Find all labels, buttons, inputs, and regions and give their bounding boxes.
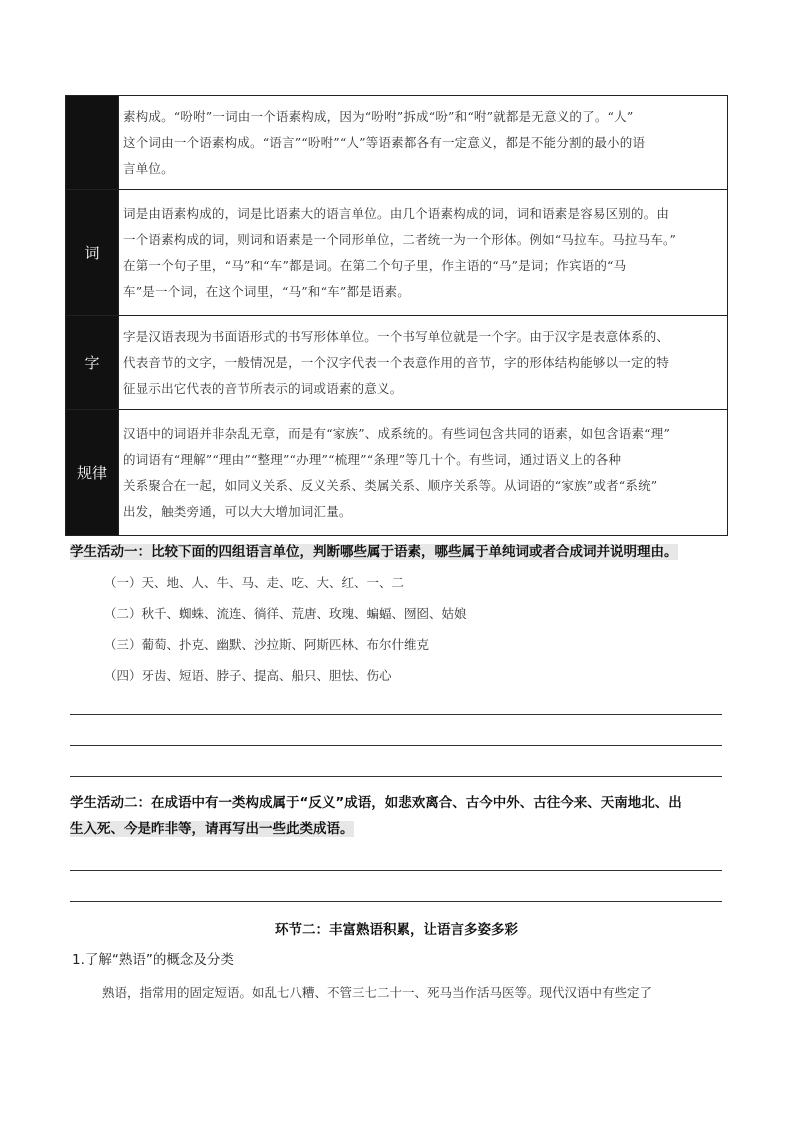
answer-line[interactable] xyxy=(70,901,722,902)
activity-2-title-line: 生入死、今是昨非等，请再写出一些此类成语。 xyxy=(70,821,354,837)
description-line: 字是汉语表现为书面语形式的书写形体单位。一个书写单位就是一个字。由于汉字是表意体系的、 xyxy=(123,328,670,344)
term-cell: 字 xyxy=(66,316,119,410)
description-line: 素构成。“吩咐”一词由一个语素构成，因为“吩咐”拆成“吩”和“咐”就都是无意义的了。“人” xyxy=(123,108,634,124)
activity-2-title xyxy=(70,790,730,842)
list-item: （四）牙齿、短语、脖子、提高、船只、胆怯、伤心 xyxy=(104,668,392,683)
description-line: 一个语素构成的词，则词和语素是一个同形单位，二者统一为一个形体。例如“马拉车。马拉马车。” xyxy=(123,231,677,247)
activity-1-title xyxy=(70,539,730,565)
activity-1-options xyxy=(104,567,724,691)
table-row xyxy=(66,96,728,190)
description-line: 代表音节的文字，一般情况是，一个汉字代表一个表意作用的音节，字的形体结构能够以一定的特 xyxy=(123,354,670,370)
description-cell xyxy=(119,316,728,410)
list-item: （一）天、地、人、牛、马、走、吃、大、红、一、二 xyxy=(104,575,405,590)
body-paragraph: 熟语，指常用的固定短语。如乱七八糟、不管三七二十一、死马当作活马医等。现代汉语中有些定了 xyxy=(102,985,653,1000)
description-cell xyxy=(119,410,728,536)
concept-table xyxy=(65,95,728,536)
description-line: 关系聚合在一起，如同义关系、反义关系、类属关系、顺序关系等。从词语的“家族”或者“系统” xyxy=(123,477,658,493)
description-line: 词是由语素构成的，词是比语素大的语言单位。由几个语素构成的词，词和语素是容易区别的。由 xyxy=(123,205,670,221)
description-cell xyxy=(119,190,728,316)
answer-line[interactable] xyxy=(70,745,722,746)
answer-line[interactable] xyxy=(70,776,722,777)
term-cell xyxy=(66,96,119,190)
term-cell: 规律 xyxy=(66,410,119,536)
list-item: （二）秋千、蜘蛛、流连、徜徉、荒唐、玫瑰、蝙蝠、囫囵、姑娘 xyxy=(104,606,467,621)
description-line: 言单位。 xyxy=(123,160,174,176)
activity-2-title-line: 学生活动二：在成语中有一类构成属于“反义”成语，如悲欢离合、古今中外、古往今来、天南地北、出 xyxy=(70,795,682,811)
description-line: 汉语中的词语并非杂乱无章，而是有“家族”、成系统的。有些词包含共同的语素，如包含语素“理” xyxy=(123,425,671,441)
description-line: 的词语有“理解”“理由”“整理”“办理”“梳理”“条理”等几十个。有些词，通过语义上的各种 xyxy=(123,451,622,467)
description-line: 出发，触类旁通，可以大大增加词汇量。 xyxy=(123,503,352,519)
description-line: 车”是一个词，在这个词里，“马”和“车”都是语素。 xyxy=(123,283,410,299)
section-heading: 环节二：丰富熟语积累，让语言多姿多彩 xyxy=(275,922,518,938)
description-line: 在第一个句子里，“马”和“车”都是词。在第二个句子里，作主语的“马”是词；作宾语的“马 xyxy=(123,257,627,273)
table-row xyxy=(66,316,728,410)
description-line: 征显示出它代表的音节所表示的词或语素的意义。 xyxy=(123,380,403,396)
description-line: 这个词由一个语素构成。“语言”“吩咐”“人”等语素都各有一定意义，都是不能分割的最小的语 xyxy=(123,134,646,150)
activity-1-title-text: 学生活动一：比较下面的四组语言单位，判断哪些属于语素，哪些属于单纯词或者合成词并说明理由。 xyxy=(70,544,678,560)
sub-heading: 1.了解“熟语”的概念及分类 xyxy=(72,952,234,968)
list-item: （三）葡萄、扑克、幽默、沙拉斯、阿斯匹林、布尔什维克 xyxy=(104,637,430,652)
answer-line[interactable] xyxy=(70,870,722,871)
table-row xyxy=(66,410,728,536)
table-row xyxy=(66,190,728,316)
description-cell xyxy=(119,96,728,190)
answer-line[interactable] xyxy=(70,714,722,715)
term-cell: 词 xyxy=(66,190,119,316)
